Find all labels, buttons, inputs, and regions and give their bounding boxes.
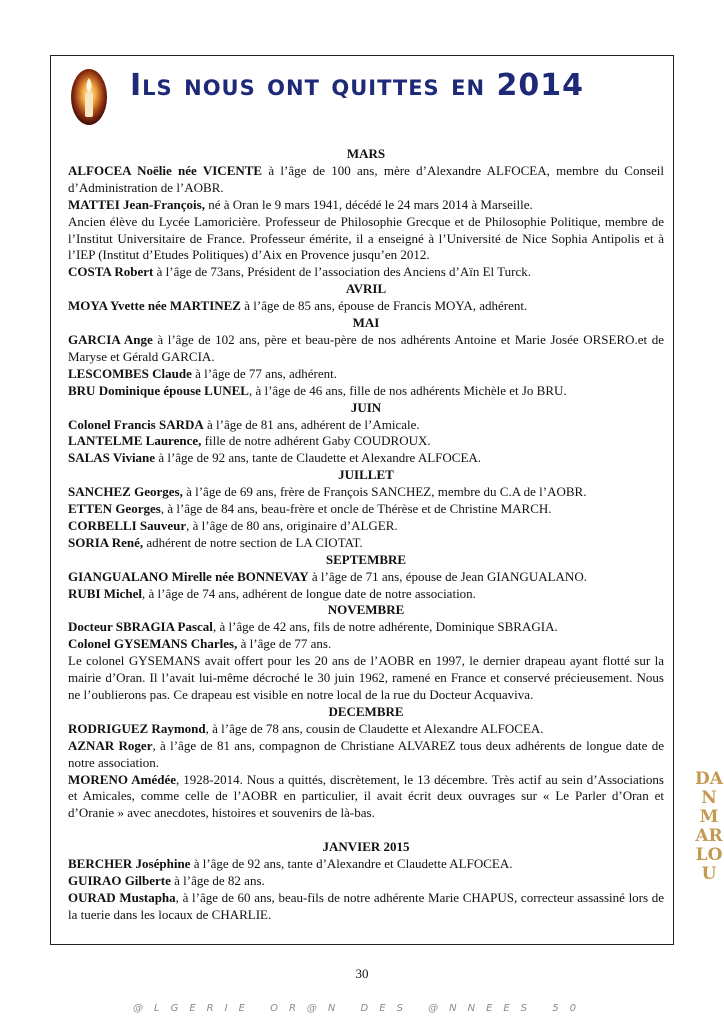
- entry-text: à l’âge de 77 ans.: [237, 636, 332, 652]
- entry-text: à l’âge de 85 ans, épouse de Francis MOYA, adhérent.: [240, 298, 528, 314]
- entry-text: , à l’âge de 84 ans, beau-frère et oncle de Thérèse et de Christine MARCH.: [160, 501, 552, 517]
- obituary-entry: [68, 433, 664, 450]
- deceased-name: AZNAR Roger: [68, 737, 153, 753]
- entry-text: fille de notre adhérent Gaby COUDROUX.: [201, 433, 431, 449]
- obituary-entry: [68, 873, 664, 890]
- obituary-entry: [68, 738, 664, 772]
- obituary-entry: [68, 383, 664, 400]
- obituary-entry: [68, 417, 664, 434]
- deceased-name: SANCHEZ Georges,: [68, 484, 183, 500]
- deceased-name: GARCIA Ange: [68, 331, 153, 347]
- month-heading: NOVEMBRE: [327, 602, 405, 618]
- deceased-name: BRU Dominique épouse LUNEL: [68, 382, 249, 398]
- entry-text: , 1928-2014. Nous a quittés, discrètement, le 13 décembre. Très actif au sein d’Associations et Amicales, comme celle de l’AOBR en particulier, il avait écrit deux ouvrages sur « Le Parler d’Oran et d’Oranie » avec anecdotes, histoires et souvenirs de là-bas.: [68, 771, 664, 821]
- obituary-entry: [68, 298, 664, 315]
- month-heading: MAI: [352, 315, 380, 331]
- entry-text: né à Oran le 9 mars 1941, décédé le 24 mars 2014 à Marseille.: [204, 196, 533, 212]
- deceased-name: GUIRAO Gilberte: [68, 873, 171, 889]
- obituary-entry: [68, 856, 664, 873]
- obituary-list: [68, 146, 664, 924]
- obituary-entry: [68, 569, 664, 586]
- obituary-entry: [68, 653, 664, 704]
- deceased-name: RODRIGUEZ Raymond: [68, 720, 206, 736]
- deceased-name: ETTEN Georges: [68, 501, 161, 517]
- candle-icon: [70, 68, 108, 126]
- entry-text: Le colonel GYSEMANS avait offert pour les 20 ans de l’AOBR en 1997, le dernier drapeau ayant flotté sur la mairie d’Oran. Il l’avait lui-même décroché le 30 juin 1962, ramené en France et conservé précieusement. Nous ne l’oublierons pas. Ce drapeau est visible en notre local de la rue du Docteur Acquaviva.: [68, 653, 664, 702]
- entry-text: à l’âge de 81 ans, adhérent de l’Amicale.: [203, 416, 420, 432]
- footer-text: @LGERIE OR@N DES @NNEES 50: [133, 1003, 587, 1014]
- month-heading: SEPTEMBRE: [325, 551, 407, 567]
- obituary-entry: [68, 214, 664, 265]
- entry-text: à l’âge de 92 ans, tante d’Alexandre et Claudette ALFOCEA.: [190, 856, 513, 872]
- deceased-name: Colonel Francis SARDA: [68, 416, 204, 432]
- obituary-entry: [68, 586, 664, 603]
- obituary-entry: [68, 721, 664, 738]
- deceased-name: COSTA Robert: [68, 264, 154, 280]
- entry-text: à l’âge de 100 ans, mère d’Alexandre ALFOCEA, membre du Conseil d’Administration de l’AOBR.: [68, 162, 664, 195]
- entry-text: , à l’âge de 80 ans, originaire d’ALGER.: [186, 517, 398, 533]
- obituary-entry: [68, 619, 664, 636]
- deceased-name: LESCOMBES Claude: [68, 365, 192, 381]
- deceased-name: Colonel GYSEMANS Charles,: [68, 636, 238, 652]
- obituary-entry: [68, 501, 664, 518]
- obituary-entry: [68, 484, 664, 501]
- deceased-name: SORIA René,: [68, 534, 144, 550]
- deceased-name: MOYA Yvette née MARTINEZ: [68, 298, 241, 314]
- entry-text: à l’âge de 71 ans, épouse de Jean GIANGUALANO.: [308, 568, 587, 584]
- deceased-name: GIANGUALANO Mirelle née BONNEVAY: [68, 568, 309, 584]
- obituary-entry: [68, 264, 664, 281]
- entry-text: à l’âge de 77 ans, adhérent.: [191, 365, 338, 381]
- page-title: Ils nous ont quittes en 2014: [130, 68, 584, 103]
- obituary-entry: [68, 332, 664, 366]
- deceased-name: OURAD Mustapha: [68, 889, 176, 905]
- deceased-name: MORENO Amédée: [68, 771, 176, 787]
- month-heading: JANVIER 2015: [322, 839, 410, 855]
- side-logo: DANMARLOU: [695, 769, 723, 884]
- entry-text: à l’âge de 92 ans, tante de Claudette et Alexandre ALFOCEA.: [155, 450, 482, 466]
- deceased-name: Docteur SBRAGIA Pascal: [68, 619, 213, 635]
- obituary-entry: [68, 366, 664, 383]
- obituary-entry: [68, 163, 664, 197]
- deceased-name: ALFOCEA Noëlie née VICENTE: [68, 162, 263, 178]
- obituary-entry: [68, 636, 664, 653]
- month-heading: AVRIL: [345, 281, 387, 297]
- obituary-entry: [68, 518, 664, 535]
- deceased-name: SALAS Viviane: [68, 450, 156, 466]
- entry-text: adhérent de notre section de LA CIOTAT.: [143, 534, 363, 550]
- entry-text: à l’âge de 69 ans, frère de François SANCHEZ, membre du C.A de l’AOBR.: [182, 484, 587, 500]
- obituary-entry: [68, 450, 664, 467]
- month-heading: JUILLET: [338, 467, 394, 483]
- deceased-name: CORBELLI Sauveur: [68, 517, 187, 533]
- entry-text: Ancien élève du Lycée Lamoricière. Professeur de Philosophie Grecque et de Philosophie Politique, membre de l’Institut Universitaire de France. Professeur émérite, il a enseigné à l’Université de Nice Sophia Antipolis et à l’IEP (Institut d’Etudes Politiques) d’Aix en Provence jusqu’en 2012.: [68, 213, 664, 263]
- deceased-name: BERCHER Joséphine: [68, 856, 191, 872]
- entry-text: à l’âge de 82 ans.: [170, 873, 265, 889]
- obituary-entry: [68, 772, 664, 823]
- month-heading: JUIN: [350, 399, 382, 415]
- entry-text: , à l’âge de 60 ans, beau-fils de notre adhérente Marie CHAPUS, correcteur assassiné lors de la tuerie dans les locaux de CHARLIE.: [68, 889, 664, 922]
- obituary-entry: [68, 890, 664, 924]
- entry-text: , à l’âge de 42 ans, fils de notre adhérente, Dominique SBRAGIA.: [212, 619, 558, 635]
- entry-text: à l’âge de 102 ans, père et beau-père de nos adhérents Antoine et Marie Josée ORSERO.et de Maryse et Gérald GARCIA.: [68, 331, 664, 364]
- month-heading: DECEMBRE: [328, 703, 404, 719]
- page-number: 30: [355, 966, 369, 981]
- entry-text: , à l’âge de 78 ans, cousin de Claudette et Alexandre ALFOCEA.: [205, 720, 544, 736]
- month-heading: MARS: [346, 146, 386, 161]
- entry-text: , à l’âge de 81 ans, compagnon de Christiane ALVAREZ tous deux adhérents de longue date de notre association.: [68, 737, 664, 770]
- entry-text: , à l’âge de 46 ans, fille de nos adhérents Michèle et Jo BRU.: [248, 382, 567, 398]
- entry-text: à l’âge de 73ans, Président de l’association des Anciens d’Aïn El Turck.: [153, 264, 532, 280]
- obituary-entry: [68, 197, 664, 214]
- entry-text: , à l’âge de 74 ans, adhérent de longue date de notre association.: [142, 585, 476, 601]
- deceased-name: LANTELME Laurence,: [68, 433, 202, 449]
- deceased-name: RUBI Michel: [68, 585, 143, 601]
- deceased-name: MATTEI Jean-François,: [68, 196, 205, 212]
- obituary-entry: [68, 535, 664, 552]
